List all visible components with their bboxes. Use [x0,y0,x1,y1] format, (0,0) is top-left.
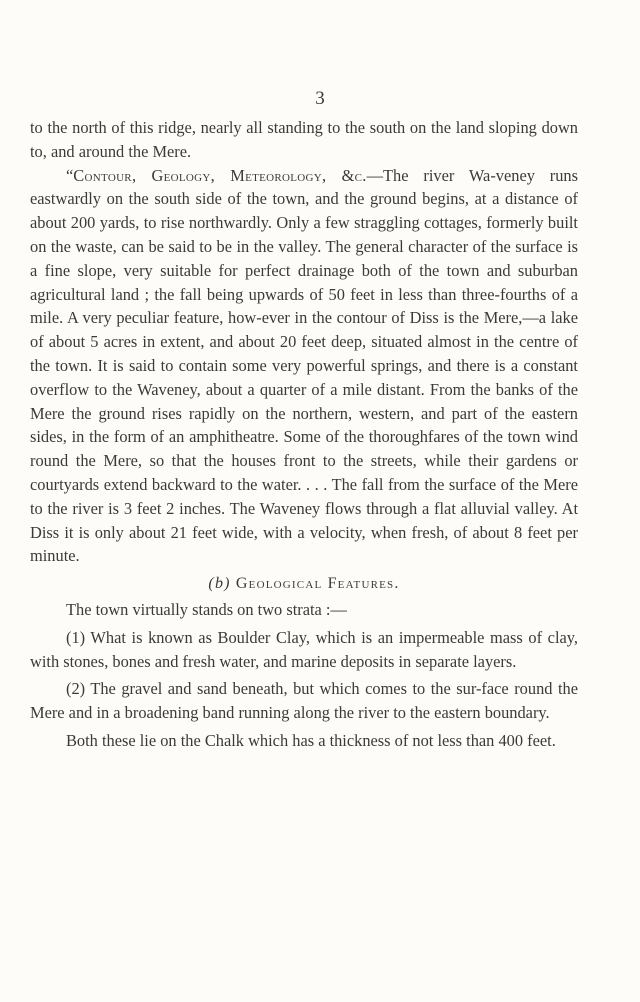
body-text [30,116,578,753]
opening-quote: “ [66,165,74,185]
page-number: 3 [315,88,325,109]
paragraph-strata-intro: The town virtually stands on two strata :— [66,599,347,619]
section-heading [30,572,578,596]
paragraph-item-2: (2) The gravel and sand beneath, but which comes to the sur-face round the Mere and in a broadening band running along the river to the eastern boundary. [30,679,578,723]
section-heading-label: (b) [208,575,231,593]
paragraph-contour [30,164,578,569]
paragraph-item-1: (1) What is known as Boulder Clay, which is an impermeable mass of clay, with stones, bones and fresh water, and marine deposits in separate layers. [30,627,578,671]
lead-dash: —The river [366,165,469,185]
paragraph-body: Wa-veney runs eastwardly on the south side of the town, and the ground begins, at a distance of about 200 yards, to rise northwardly. Only a few straggling cottages, formerly built on the waste, can be said to be in the valley. The general character of the surface is a fine slope, very suitable for perfect drainage both of the town and suburban agricultural land ; the fall being upwards of 50 feet in less than three-fourths of a mile. A very peculiar feature, how-ever in the contour of Diss is the Mere,—a lake of about 5 acres in extent, and about 20 feet deep, situated almost in the centre of the town. It is said to contain some very powerful springs, and there is a constant overflow to the Waveney, about a quarter of a mile distant. From the banks of the Mere the ground rises rapidly on the northern, western, and part of the eastern sides, in the form of an amphitheatre. Some of the thoroughfares of the town wind round the Mere, so that the houses front to the streets, while their gardens or courtyards extend backward to the water. . . . The fall from the surface of the Mere to the river is 3 feet 2 inches. The Waveney flows through a flat alluvial valley. At Diss it is only about 21 feet wide, with a velocity, when fresh, of about 8 feet per minute. [30,165,578,566]
paragraph-chalk: Both these lie on the Chalk which has a thickness of not less than 400 feet. [66,730,556,750]
paragraph-continuation: to the north of this ridge, nearly all standing to the south on the land sloping down to, and around the Mere. [30,118,578,161]
paragraph-lead-in: Contour, Geology, Meteorology, &c. [73,165,367,185]
section-heading-text: Geological Features. [235,575,400,593]
